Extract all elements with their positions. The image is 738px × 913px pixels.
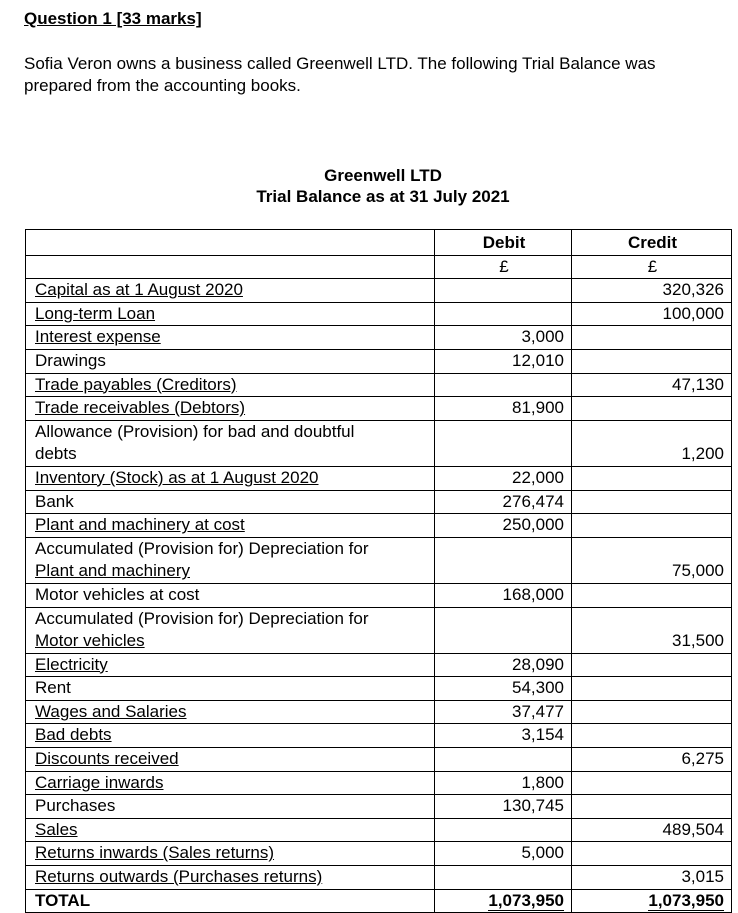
total-row	[26, 889, 732, 913]
table-row	[26, 653, 732, 677]
account-name-line: Trade receivables (Debtors)	[35, 398, 246, 418]
account-name-line: Sales	[35, 819, 78, 839]
table-row	[26, 795, 732, 819]
header-account	[26, 230, 435, 256]
account-name-line: Capital as at 1 August 2020	[35, 280, 243, 300]
credit-amount: 47,130	[572, 373, 732, 397]
table-row	[26, 866, 732, 890]
table-row	[26, 326, 732, 350]
question-intro: Sofia Veron owns a business called Greenwell LTD. The following Trial Balance was prepared from the accounting books.	[24, 54, 656, 95]
account-name-line: Bank	[35, 491, 74, 511]
credit-amount	[572, 653, 732, 677]
question-title: Question 1 [33 marks]	[24, 9, 202, 28]
debit-amount: 276,474	[435, 490, 572, 514]
debit-amount: 250,000	[435, 514, 572, 538]
account-name-line: Returns inwards (Sales returns)	[35, 843, 275, 863]
debit-amount: 28,090	[435, 653, 572, 677]
account-name-line: Wages and Salaries	[35, 701, 187, 721]
debit-amount	[435, 818, 572, 842]
debit-amount	[435, 866, 572, 890]
table-row	[26, 420, 732, 466]
credit-amount	[572, 349, 732, 373]
credit-amount	[572, 466, 732, 490]
table-row	[26, 279, 732, 303]
account-name	[26, 724, 435, 748]
table-row	[26, 607, 732, 653]
account-name-line: Inventory (Stock) as at 1 August 2020	[35, 467, 319, 487]
currency-debit: £	[435, 255, 572, 279]
credit-amount: 3,015	[572, 866, 732, 890]
debit-amount	[435, 420, 572, 466]
debit-amount: 3,000	[435, 326, 572, 350]
account-name	[26, 818, 435, 842]
table-row	[26, 349, 732, 373]
table-row	[26, 514, 732, 538]
account-name-line: Accumulated (Provision for) Depreciation for	[35, 538, 369, 558]
account-name-line: Drawings	[35, 350, 106, 370]
account-name-line: Trade payables (Creditors)	[35, 374, 237, 394]
account-name	[26, 349, 435, 373]
debit-amount	[435, 302, 572, 326]
account-name-line: Accumulated (Provision for) Depreciation for	[35, 608, 369, 628]
debit-amount	[435, 537, 572, 583]
debit-amount: 1,800	[435, 771, 572, 795]
currency-blank	[26, 255, 435, 279]
currency-credit: £	[572, 255, 732, 279]
credit-amount: 320,326	[572, 279, 732, 303]
account-name-line: Motor vehicles at cost	[35, 584, 200, 604]
credit-amount	[572, 842, 732, 866]
table-row	[26, 842, 732, 866]
trial-balance-table	[25, 229, 732, 913]
debit-amount: 168,000	[435, 583, 572, 607]
table-row	[26, 700, 732, 724]
debit-amount: 81,900	[435, 397, 572, 421]
currency-row	[26, 255, 732, 279]
credit-amount: 31,500	[572, 607, 732, 653]
account-name	[26, 583, 435, 607]
account-name	[26, 490, 435, 514]
credit-amount: 6,275	[572, 748, 732, 772]
credit-amount	[572, 583, 732, 607]
debit-amount	[435, 607, 572, 653]
credit-amount: 75,000	[572, 537, 732, 583]
account-name-line: Electricity	[35, 654, 108, 674]
account-name-line: Bad debts	[35, 725, 112, 745]
account-name	[26, 373, 435, 397]
credit-amount	[572, 397, 732, 421]
debit-amount: 12,010	[435, 349, 572, 373]
account-name	[26, 795, 435, 819]
account-name-line: Interest expense	[35, 327, 161, 347]
account-name-line: Motor vehicles	[35, 631, 145, 651]
header-credit: Credit	[572, 230, 732, 256]
debit-amount: 3,154	[435, 724, 572, 748]
table-row	[26, 748, 732, 772]
debit-amount	[435, 373, 572, 397]
account-name	[26, 771, 435, 795]
table-row	[26, 373, 732, 397]
account-name-line: Long-term Loan	[35, 303, 156, 323]
credit-amount	[572, 514, 732, 538]
credit-amount: 100,000	[572, 302, 732, 326]
total-label: TOTAL	[26, 889, 435, 913]
account-name-line: Plant and machinery at cost	[35, 515, 245, 535]
account-name-line: Purchases	[35, 796, 116, 816]
account-name-line: Carriage inwards	[35, 772, 164, 792]
debit-amount: 22,000	[435, 466, 572, 490]
account-name	[26, 420, 435, 466]
debit-amount	[435, 279, 572, 303]
debit-amount: 130,745	[435, 795, 572, 819]
table-header-row	[26, 230, 732, 256]
table-row	[26, 724, 732, 748]
company-name: Greenwell LTD	[324, 166, 442, 185]
account-name	[26, 700, 435, 724]
trial-balance-title: Trial Balance as at 31 July 2021	[256, 187, 510, 206]
table-row	[26, 490, 732, 514]
credit-amount	[572, 490, 732, 514]
account-name	[26, 326, 435, 350]
table-row	[26, 677, 732, 701]
account-name	[26, 302, 435, 326]
header-debit: Debit	[435, 230, 572, 256]
credit-amount	[572, 795, 732, 819]
table-row	[26, 466, 732, 490]
account-name	[26, 677, 435, 701]
debit-amount	[435, 748, 572, 772]
credit-amount: 1,200	[572, 420, 732, 466]
credit-amount	[572, 700, 732, 724]
table-row	[26, 583, 732, 607]
credit-amount	[572, 724, 732, 748]
account-name-line: Returns outwards (Purchases returns)	[35, 867, 323, 887]
debit-amount: 54,300	[435, 677, 572, 701]
account-name-line: Discounts received	[35, 749, 179, 769]
account-name-line: Plant and machinery	[35, 561, 190, 581]
table-row	[26, 771, 732, 795]
account-name	[26, 607, 435, 653]
credit-amount	[572, 677, 732, 701]
debit-amount: 5,000	[435, 842, 572, 866]
account-name	[26, 537, 435, 583]
credit-amount	[572, 771, 732, 795]
account-name	[26, 279, 435, 303]
credit-amount	[572, 326, 732, 350]
table-row	[26, 397, 732, 421]
account-name-line: Allowance (Provision) for bad and doubtful	[35, 421, 355, 441]
account-name	[26, 466, 435, 490]
total-debit: 1,073,950	[488, 891, 564, 913]
account-name-line: Rent	[35, 678, 71, 698]
credit-amount: 489,504	[572, 818, 732, 842]
table-row	[26, 818, 732, 842]
total-credit: 1,073,950	[648, 891, 724, 913]
debit-amount: 37,477	[435, 700, 572, 724]
account-name	[26, 397, 435, 421]
account-name	[26, 514, 435, 538]
account-name-line: debts	[35, 444, 77, 464]
table-row	[26, 302, 732, 326]
account-name	[26, 866, 435, 890]
table-row	[26, 537, 732, 583]
account-name	[26, 748, 435, 772]
account-name	[26, 653, 435, 677]
account-name	[26, 842, 435, 866]
